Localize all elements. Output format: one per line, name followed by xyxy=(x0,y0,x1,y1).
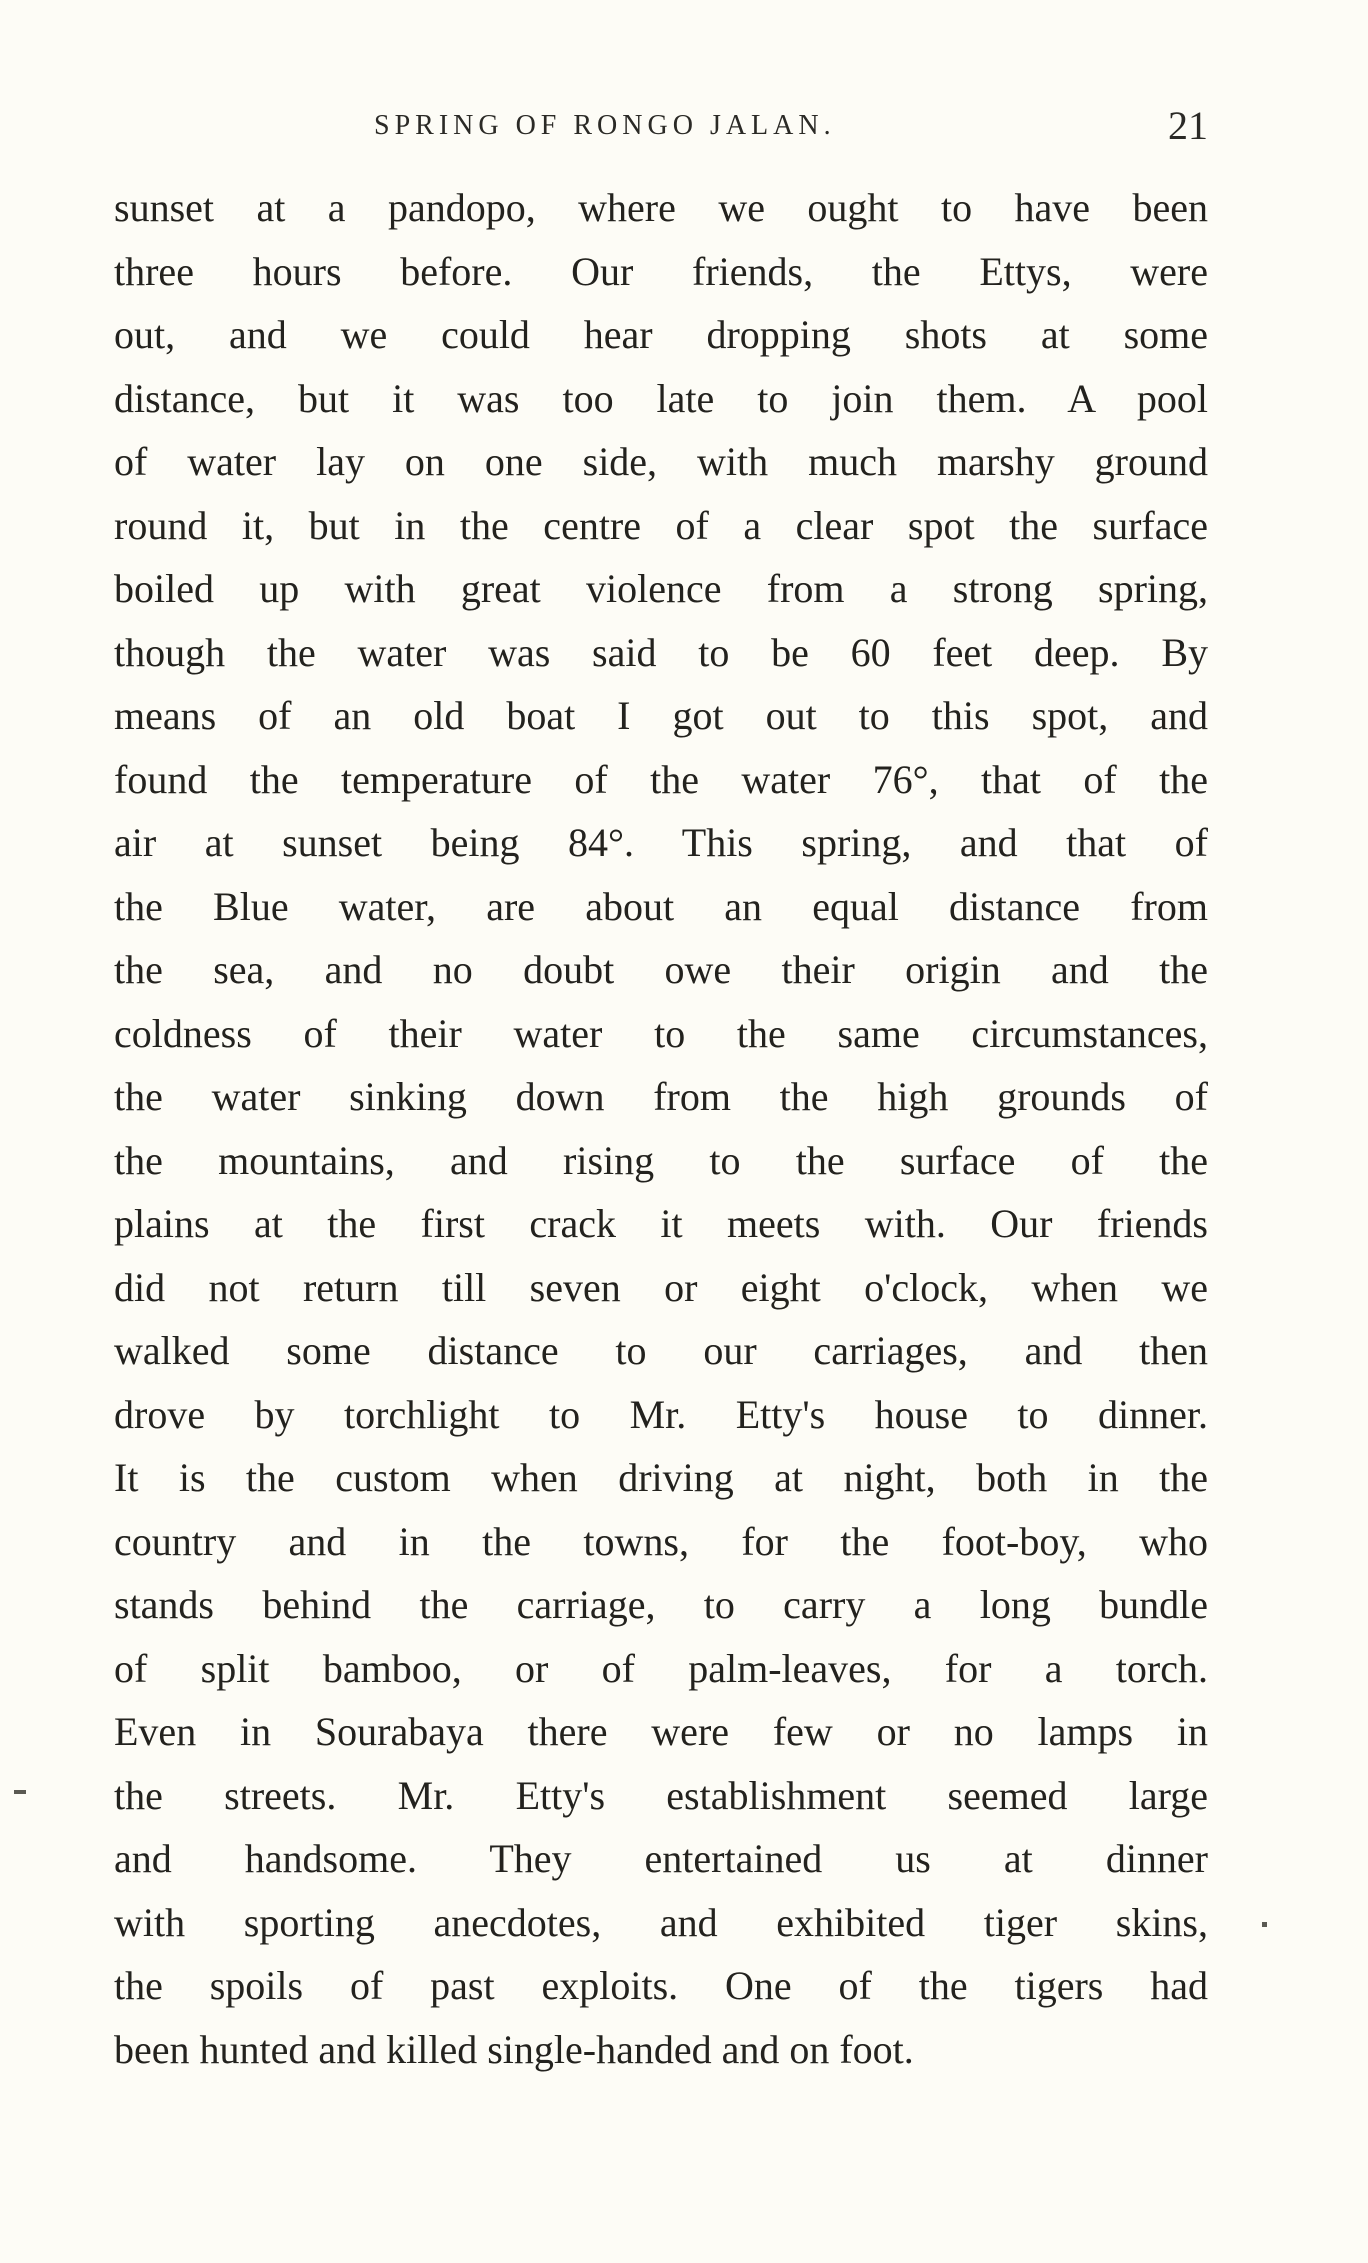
text-line: the water sinking down from the high grounds of xyxy=(114,1074,1208,1119)
text-line: the spoils of past exploits. One of the tigers had xyxy=(114,1963,1208,2008)
text-line: though the water was said to be 60 feet deep. By xyxy=(114,629,1208,675)
text-line: the mountains, and rising to the surface of the xyxy=(114,1137,1208,1183)
margin-mark xyxy=(14,1790,26,1794)
text-line: plains at the first crack it meets with. Our friends xyxy=(114,1201,1208,1246)
text-line: air at sunset being 84°. This spring, and that of xyxy=(114,820,1208,865)
running-title: SPRING OF RONGO JALAN. xyxy=(374,110,836,141)
text-line: with sporting anecdotes, and exhibited tiger skins, xyxy=(114,1899,1208,1945)
text-line: It is the custom when driving at night, both in the xyxy=(114,1455,1208,1500)
text-line: out, and we could hear dropping shots at some xyxy=(114,312,1208,357)
text-line: the streets. Mr. Etty's establishment seemed large xyxy=(114,1772,1208,1818)
text-line: three hours before. Our friends, the Ettys, were xyxy=(114,248,1208,294)
text-line: stands behind the carriage, to carry a long bundle xyxy=(114,1582,1208,1627)
text-line: boiled up with great violence from a strong spring, xyxy=(114,566,1208,611)
text-line: round it, but in the centre of a clear spot the surface xyxy=(114,502,1208,548)
text-line: Even in Sourabaya there were few or no lamps in xyxy=(114,1709,1208,1754)
text-line: did not return till seven or eight o'clock, when we xyxy=(114,1264,1208,1310)
text-line: found the temperature of the water 76°, that of the xyxy=(114,756,1208,802)
text-line: been hunted and killed single-handed and on foot. xyxy=(114,2026,914,2072)
text-line: coldness of their water to the same circumstances, xyxy=(114,1010,1208,1056)
text-line: of split bamboo, or of palm-leaves, for a torch. xyxy=(114,1645,1208,1691)
running-head xyxy=(114,102,1208,154)
text-line: means of an old boat I got out to this spot, and xyxy=(114,693,1208,738)
text-line: walked some distance to our carriages, and then xyxy=(114,1328,1208,1373)
text-line: country and in the towns, for the foot-boy, who xyxy=(114,1518,1208,1564)
text-line: drove by torchlight to Mr. Etty's house to dinner. xyxy=(114,1391,1208,1437)
text-line: the Blue water, are about an equal distance from xyxy=(114,883,1208,929)
margin-mark xyxy=(1262,1922,1267,1927)
text-line: distance, but it was too late to join them. A pool xyxy=(114,375,1208,421)
body-text xyxy=(114,176,1208,2081)
text-line: of water lay on one side, with much marshy ground xyxy=(114,439,1208,484)
text-line: and handsome. They entertained us at dinner xyxy=(114,1836,1208,1881)
text-line: the sea, and no doubt owe their origin and the xyxy=(114,947,1208,992)
text-line: sunset at a pandopo, where we ought to have been xyxy=(114,185,1208,230)
page-number: 21 xyxy=(1168,103,1208,148)
